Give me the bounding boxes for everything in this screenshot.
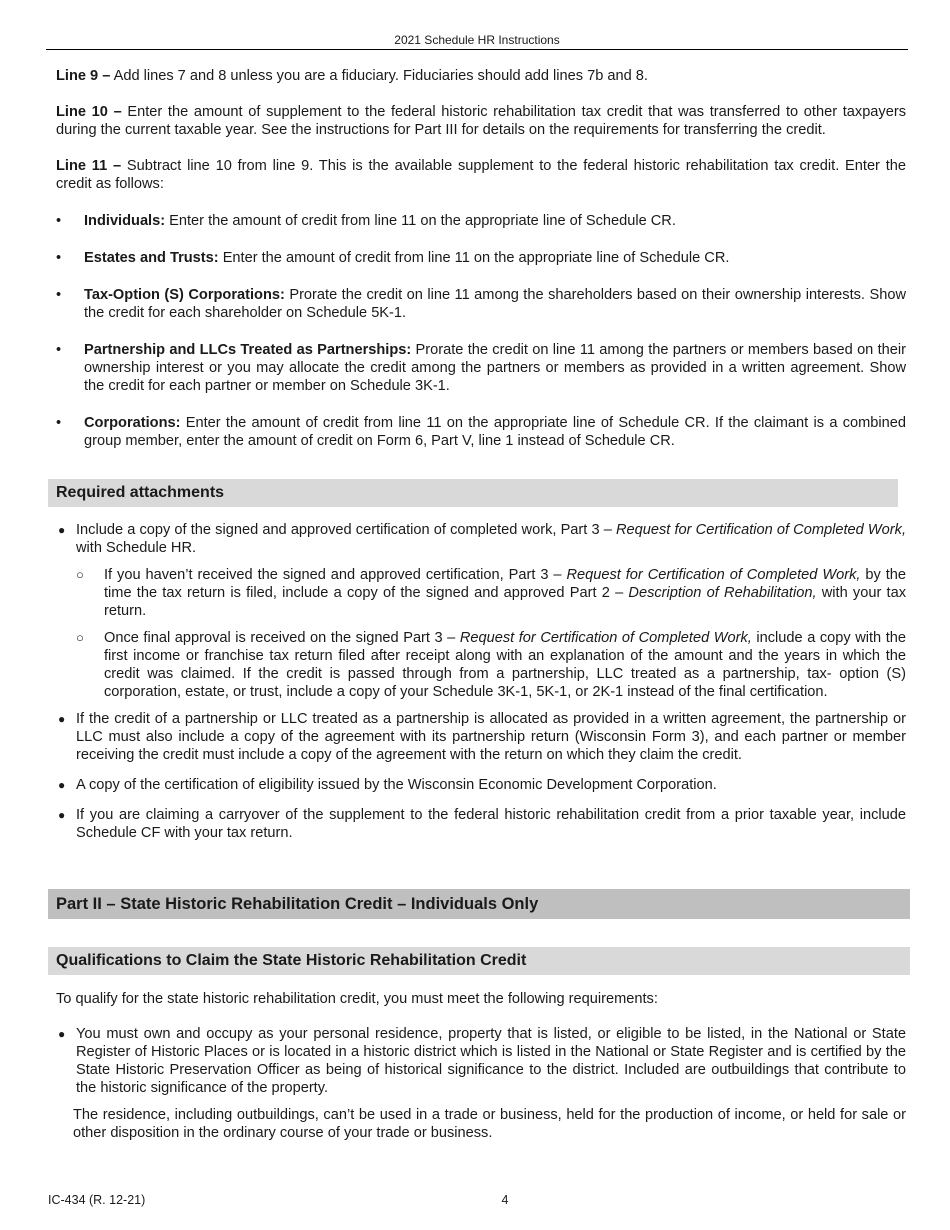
bullet-icon: ● — [58, 1027, 66, 1041]
qualification-requirement — [56, 1025, 906, 1097]
qualification-continuation: The residence, including outbuildings, can’t be used in a trade or business, held for the production of income, or held for sale or other disposition in the ordinary course of your trade or business. — [73, 1107, 906, 1141]
list-item-label: Partnership and LLCs Treated as Partnerships: — [84, 342, 412, 358]
list-item-label: Estates and Trusts: — [84, 250, 219, 266]
line-9-label: Line 9 – — [56, 68, 111, 84]
list-item-text: Enter the amount of credit from line 11 on the appropriate line of Schedule CR. — [218, 250, 730, 266]
required-attachments-list — [56, 521, 906, 842]
list-item-text: Prorate the credit on line 11 among the shareholders based on their ownership interests. Show the credit for each shareholder on Schedule 5K-1. — [84, 287, 906, 321]
circle-bullet-icon: ○ — [76, 567, 84, 582]
line-11-text: Subtract line 10 from line 9. This is the available supplement to the federal historic rehabilitation tax credit. Enter the credit as follows: — [56, 158, 907, 192]
form-title: Request for Certification of Completed Work, — [566, 567, 861, 583]
attachment-written-agreement — [56, 710, 906, 764]
circle-bullet-icon: ○ — [76, 630, 84, 645]
sub-item-text: include a copy with the first income or franchise tax return filed after receipt along with an explanation of the amount and the years in which the credit was claimed. If the credit is passed through from a partnership, LLC treated as a partnership, tax- option (S) corporation, estate, or trust, include a copy of your Schedule 3K-1, 5K-1, or 2K-1 instead of the final certification. — [104, 630, 907, 700]
bullet-icon: ● — [58, 523, 66, 537]
list-item-label: Individuals: — [84, 213, 166, 229]
list-item-text: Enter the amount of credit from line 11 on the appropriate line of Schedule CR. If the claimant is a combined group member, enter the amount of credit on Form 6, Part V, line 1 instead of Schedule CR. — [84, 415, 906, 449]
list-item-label: Tax-Option (S) Corporations: — [84, 287, 285, 303]
line-9-text: Add lines 7 and 8 unless you are a fiduciary. Fiduciaries should add lines 7b and 8. — [110, 68, 648, 84]
bullet-icon: • — [56, 213, 62, 229]
line-10-label: Line 10 – — [56, 104, 122, 120]
bullet-icon: • — [56, 415, 62, 431]
line-instructions — [56, 67, 906, 450]
sub-item-text: by the time the tax return is filed, include a copy of the signed and approved Part 2 – — [104, 567, 906, 601]
bullet-icon: • — [56, 250, 62, 266]
attachment-text: A copy of the certification of eligibility issued by the Wisconsin Economic Development Corporation. — [76, 777, 717, 793]
attachment-text: Include a copy of the signed and approved certification of completed work, Part 3 – — [76, 522, 616, 538]
bullet-icon: ● — [58, 808, 66, 822]
bullet-icon: ● — [58, 712, 66, 726]
form-number: IC-434 (R. 12-21) — [48, 1193, 146, 1207]
list-item-partnerships — [56, 341, 906, 395]
page-number: 4 — [501, 1193, 509, 1207]
qualifications-section — [56, 990, 906, 1142]
page-header: 2021 Schedule HR Instructions — [394, 33, 560, 47]
list-item-individuals — [56, 212, 906, 230]
qualifications-intro: To qualify for the state historic rehabilitation credit, you must meet the following requirements: — [56, 991, 658, 1007]
bullet-icon: ● — [58, 778, 66, 792]
part-2-heading: Part II – State Historic Rehabilitation Credit – Individuals Only — [48, 889, 910, 919]
required-attachments-heading: Required attachments — [48, 479, 898, 507]
attachment-certification — [56, 521, 906, 557]
form-title: Request for Certification of Completed Work, — [616, 522, 907, 538]
attachment-text: If you are claiming a carryover of the supplement to the federal historic rehabilitation credit from a prior taxable year, include Schedule CF with your tax return. — [76, 807, 906, 841]
line-11-paragraph — [56, 157, 906, 193]
bullet-icon: • — [56, 287, 62, 303]
attachment-carryover — [56, 806, 906, 842]
sub-item-text: If you haven’t received the signed and approved certification, Part 3 – — [104, 567, 567, 583]
header-rule — [46, 49, 908, 50]
list-item-text: Prorate the credit on line 11 among the partners or members based on their ownership interest or you may allocate the credit among the partners or members as provided in a written agreement. Show the credit for each partner or member on Schedule 3K-1. — [84, 342, 906, 394]
qualifications-heading: Qualifications to Claim the State Historic Rehabilitation Credit — [48, 947, 910, 975]
sub-item-text: with your tax return. — [104, 585, 907, 619]
attachment-text: If the credit of a partnership or LLC treated as a partnership is allocated as provided in a written agreement, the partnership or LLC must also include a copy of the agreement with its partnership return (Wisconsin Form 3), and each partner or member receiving the credit must include a copy of the agreement with the return on which they claim the credit. — [76, 711, 906, 763]
sub-item-final-approval — [76, 629, 906, 701]
line-9-paragraph — [56, 67, 906, 85]
list-item-estates-trusts — [56, 249, 906, 267]
list-item-label: Corporations: — [84, 415, 181, 431]
form-title: Description of Rehabilitation, — [628, 585, 817, 601]
list-item-tax-option-corps — [56, 286, 906, 322]
attachment-certification-of-eligibility — [56, 776, 906, 794]
form-title: Request for Certification of Completed Work, — [459, 630, 752, 646]
sub-item-text: Once final approval is received on the signed Part 3 – — [104, 630, 460, 646]
list-item-corporations — [56, 414, 906, 450]
line-10-text: Enter the amount of supplement to the federal historic rehabilitation tax credit that was transferred to other taxpayers during the current taxable year. See the instructions for Part III for details on the requirements for transferring the credit. — [56, 104, 906, 138]
line-11-label: Line 11 – — [56, 158, 122, 174]
attachment-text: with Schedule HR. — [76, 540, 197, 556]
line-10-paragraph — [56, 103, 906, 139]
sub-item-not-received — [76, 566, 906, 620]
bullet-icon: • — [56, 342, 62, 358]
list-item-text: Enter the amount of credit from line 11 on the appropriate line of Schedule CR. — [165, 213, 676, 229]
requirement-text: You must own and occupy as your personal residence, property that is listed, or eligible to be listed, in the National or State Register of Historic Places or is located in a historic district which is listed in the National or State Register and is certified by the State Historic Preservation Officer as being of historical significance to the district. Included are outbuildings that contribute to the historic significance of the property. — [76, 1026, 906, 1096]
